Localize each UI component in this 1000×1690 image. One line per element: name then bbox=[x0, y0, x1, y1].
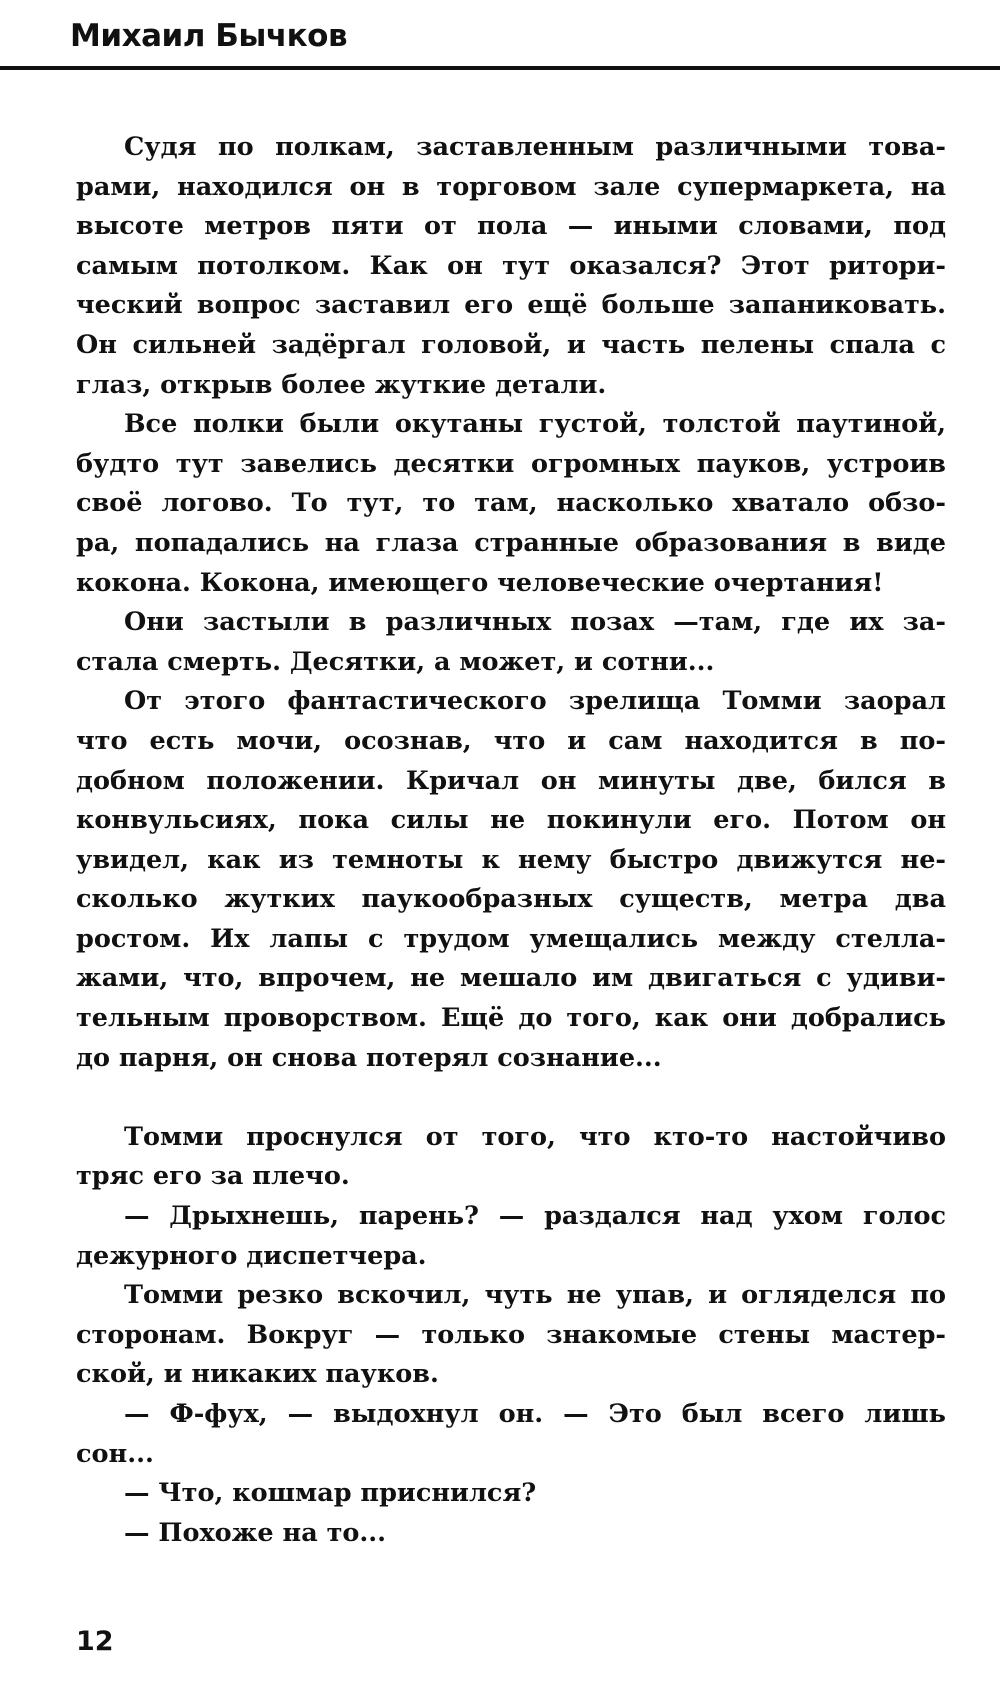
text-line: ростом. Их лапы с трудом умещались между стелла- bbox=[76, 923, 946, 954]
text-line: жами, что, впрочем, не мешало им двигаться с удиви- bbox=[76, 963, 946, 994]
text-line: тельным проворством. Ещё до того, как они добрались bbox=[76, 1003, 946, 1034]
text-line: сон... bbox=[76, 1438, 154, 1469]
text-line: ской, и никаких пауков. bbox=[76, 1359, 439, 1390]
text-line: что есть мочи, осознав, что и сам находится в по- bbox=[76, 725, 946, 756]
text-line: — Дрыхнешь, парень? — раздался над ухом голос bbox=[124, 1201, 946, 1232]
text-line: Судя по полкам, заставленным различными това- bbox=[124, 132, 946, 162]
text-line: — Что, кошмар приснился? bbox=[124, 1478, 537, 1509]
text-line: будто тут завелись десятки огромных пауков, устроив bbox=[76, 448, 946, 479]
text-line: ческий вопрос заставил его ещё больше запаниковать. bbox=[76, 290, 946, 321]
text-line: Все полки были окутаны густой, толстой паутиной, bbox=[124, 409, 946, 440]
text-line: Томми резко вскочил, чуть не упав, и огляделся по bbox=[124, 1280, 946, 1311]
text-line: высоте метров пяти от пола — иными словами, под bbox=[76, 211, 946, 242]
text-line: — Ф-фух, — выдохнул он. — Это был всего лишь bbox=[124, 1399, 946, 1429]
text-line: Он сильней задёргал головой, и часть пелены спала с bbox=[76, 329, 946, 360]
text-line: тряс его за плечо. bbox=[76, 1161, 350, 1192]
text-line: От этого фантастического зрелища Томми заорал bbox=[124, 686, 946, 717]
text-line: рами, находился он в торговом зале супермаркета, на bbox=[76, 171, 946, 202]
text-line: Они застыли в различных позах —там, где их за- bbox=[124, 607, 946, 638]
text-line: глаз, открыв более жуткие детали. bbox=[76, 369, 607, 400]
text-line: самым потолком. Как он тут оказался? Этот ритори- bbox=[76, 250, 946, 281]
page-number: 12 bbox=[76, 1626, 114, 1657]
header-rule bbox=[0, 66, 1000, 70]
text-line: своё логово. То тут, то там, насколько хватало обзо- bbox=[76, 488, 946, 519]
text-line: ра, попадались на глаза странные образования в виде bbox=[76, 527, 946, 558]
text-line: — Похоже на то... bbox=[124, 1517, 387, 1548]
text-line: кокона. Кокона, имеющего человеческие очертания! bbox=[76, 567, 884, 598]
text-line: дежурного диспетчера. bbox=[76, 1240, 427, 1271]
text-line: стала смерть. Десятки, а может, и сотни... bbox=[76, 646, 715, 677]
text-line: увидел, как из темноты к нему быстро движутся не- bbox=[76, 844, 946, 875]
body-text bbox=[76, 128, 946, 1553]
running-head-author: Михаил Бычков bbox=[70, 18, 348, 54]
text-line: сторонам. Вокруг — только знакомые стены мастер- bbox=[76, 1319, 946, 1350]
text-line: конвульсиях, пока силы не покинули его. Потом он bbox=[76, 805, 946, 836]
text-line: Томми проснулся от того, что кто-то настойчиво bbox=[124, 1121, 946, 1152]
section-break bbox=[76, 1078, 946, 1118]
text-line: добном положении. Кричал он минуты две, бился в bbox=[76, 765, 946, 796]
text-line: до парня, он снова потерял сознание... bbox=[76, 1042, 662, 1073]
text-line: сколько жутких паукообразных существ, метра два bbox=[76, 884, 946, 915]
